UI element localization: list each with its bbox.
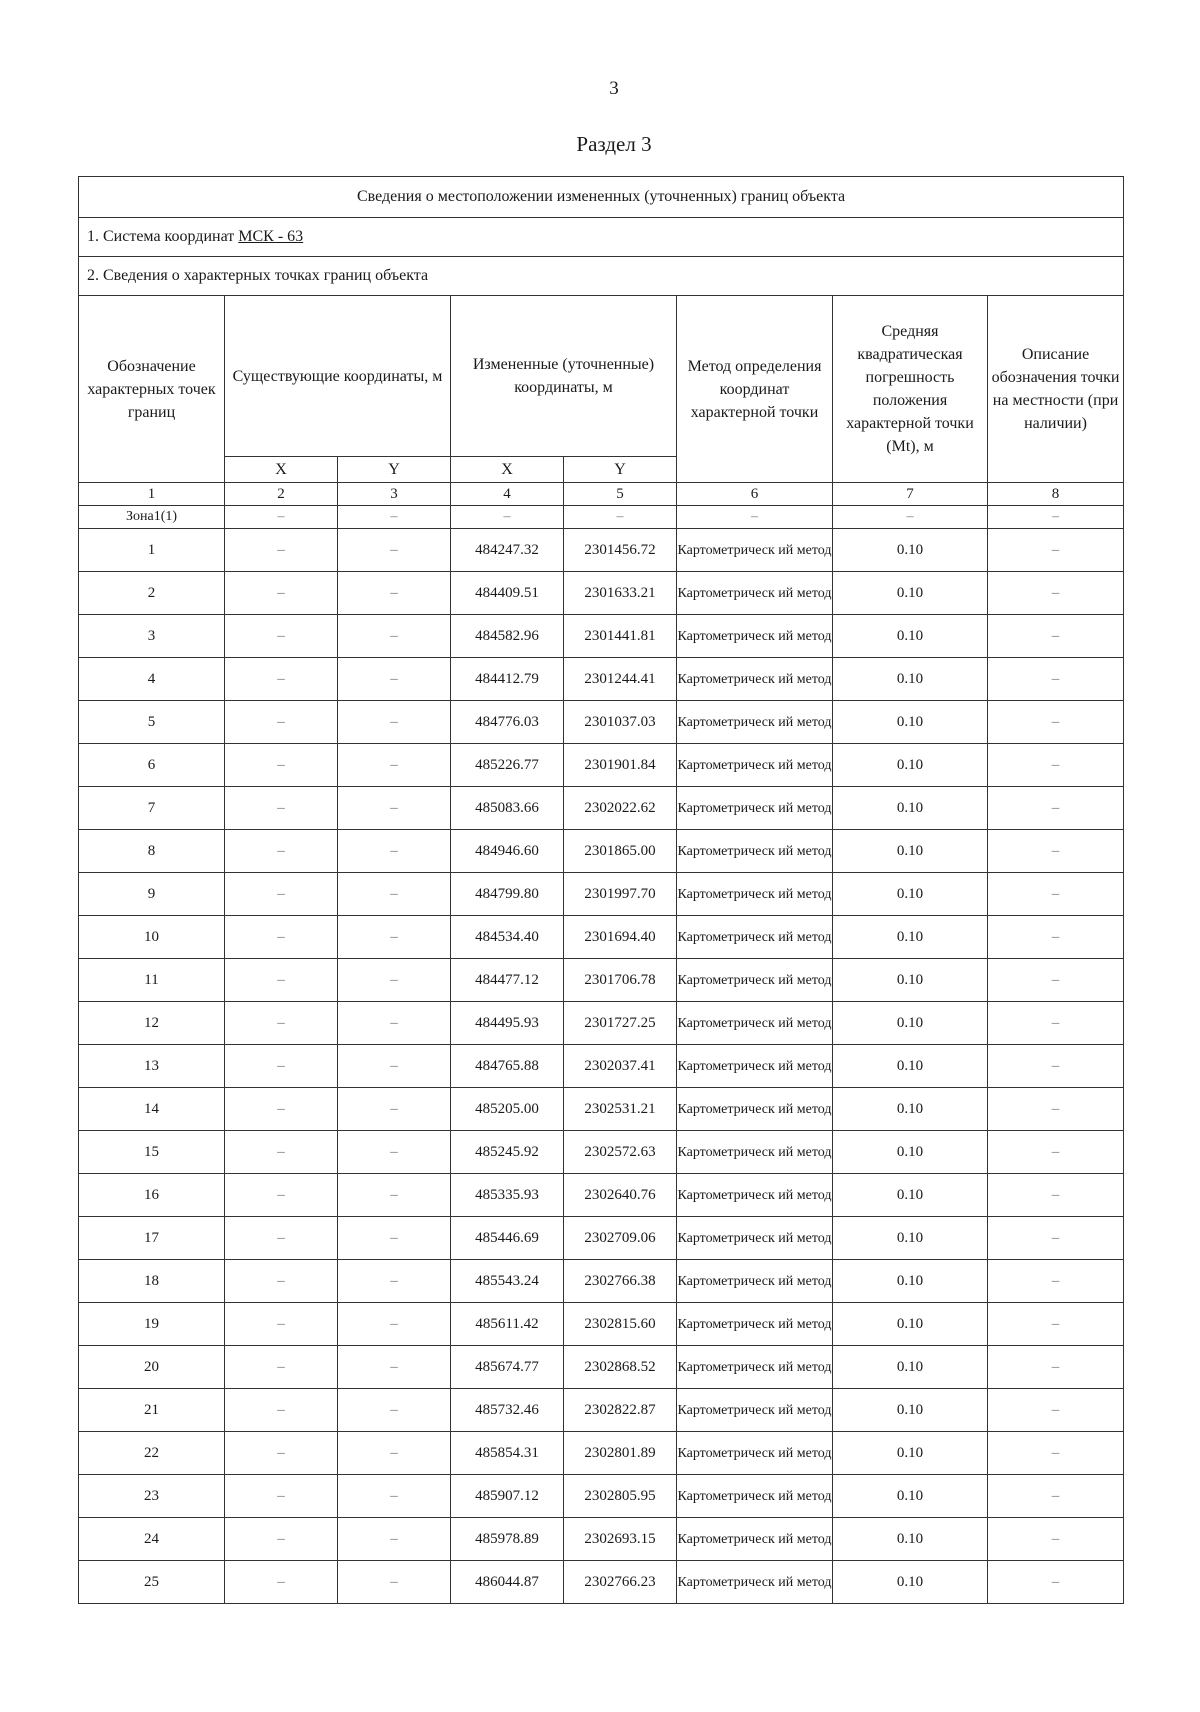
table-row xyxy=(79,1260,1124,1303)
existing-x-cell: – xyxy=(225,701,338,744)
existing-x-cell: – xyxy=(225,744,338,787)
point-number-cell: 1 xyxy=(79,529,225,572)
point-number-cell: 21 xyxy=(79,1389,225,1432)
existing-x-cell: – xyxy=(225,1389,338,1432)
zone-cell: – xyxy=(988,506,1124,529)
page-number: 3 xyxy=(609,78,619,99)
point-number-cell: 18 xyxy=(79,1260,225,1303)
points-info: 2. Сведения о характерных точках границ объекта xyxy=(79,257,1124,296)
table-row xyxy=(79,1174,1124,1217)
existing-y-cell: – xyxy=(338,1518,451,1561)
mean-error-cell: 0.10 xyxy=(833,1088,988,1131)
changed-y-cell: 2302572.63 xyxy=(564,1131,677,1174)
header-existing-coords: Существующие координаты, м xyxy=(225,296,451,457)
existing-x-cell: – xyxy=(225,572,338,615)
changed-x-cell: 484799.80 xyxy=(451,873,564,916)
changed-y-cell: 2301727.25 xyxy=(564,1002,677,1045)
changed-x-cell: 486044.87 xyxy=(451,1561,564,1604)
existing-x-cell: – xyxy=(225,959,338,1002)
method-cell: Картометрическ ий метод xyxy=(677,916,833,959)
method-cell: Картометрическ ий метод xyxy=(677,572,833,615)
point-number-cell: 12 xyxy=(79,1002,225,1045)
changed-y-cell: 2301244.41 xyxy=(564,658,677,701)
changed-x-cell: 484776.03 xyxy=(451,701,564,744)
header-changed-y: Y xyxy=(564,457,677,483)
existing-y-cell: – xyxy=(338,1045,451,1088)
description-cell: – xyxy=(988,873,1124,916)
changed-y-cell: 2302868.52 xyxy=(564,1346,677,1389)
column-number: 8 xyxy=(988,483,1124,506)
method-cell: Картометрическ ий метод xyxy=(677,1131,833,1174)
header-existing-x: X xyxy=(225,457,338,483)
changed-x-cell: 485732.46 xyxy=(451,1389,564,1432)
table-caption: Сведения о местоположении измененных (уточненных) границ объекта xyxy=(79,177,1124,218)
mean-error-cell: 0.10 xyxy=(833,916,988,959)
point-number-cell: 16 xyxy=(79,1174,225,1217)
changed-y-cell: 2302805.95 xyxy=(564,1475,677,1518)
table-row xyxy=(79,1475,1124,1518)
header-changed-coords: Измененные (уточненные) координаты, м xyxy=(451,296,677,457)
method-cell: Картометрическ ий метод xyxy=(677,701,833,744)
column-number: 4 xyxy=(451,483,564,506)
existing-x-cell: – xyxy=(225,830,338,873)
existing-y-cell: – xyxy=(338,1561,451,1604)
table-row xyxy=(79,959,1124,1002)
changed-y-cell: 2302766.23 xyxy=(564,1561,677,1604)
changed-y-cell: 2301865.00 xyxy=(564,830,677,873)
point-number-cell: 25 xyxy=(79,1561,225,1604)
changed-x-cell: 485226.77 xyxy=(451,744,564,787)
changed-x-cell: 484534.40 xyxy=(451,916,564,959)
method-cell: Картометрическ ий метод xyxy=(677,1174,833,1217)
changed-y-cell: 2301037.03 xyxy=(564,701,677,744)
mean-error-cell: 0.10 xyxy=(833,744,988,787)
existing-y-cell: – xyxy=(338,1088,451,1131)
table-row xyxy=(79,1002,1124,1045)
description-cell: – xyxy=(988,1217,1124,1260)
changed-y-cell: 2301633.21 xyxy=(564,572,677,615)
existing-x-cell: – xyxy=(225,1432,338,1475)
table-row xyxy=(79,572,1124,615)
description-cell: – xyxy=(988,1174,1124,1217)
existing-y-cell: – xyxy=(338,572,451,615)
method-cell: Картометрическ ий метод xyxy=(677,1260,833,1303)
description-cell: – xyxy=(988,1088,1124,1131)
header-changed-x: X xyxy=(451,457,564,483)
existing-y-cell: – xyxy=(338,701,451,744)
mean-error-cell: 0.10 xyxy=(833,1561,988,1604)
existing-x-cell: – xyxy=(225,916,338,959)
header-method: Метод определения координат характерной точки xyxy=(677,296,833,483)
changed-y-cell: 2302022.62 xyxy=(564,787,677,830)
existing-y-cell: – xyxy=(338,873,451,916)
zone-cell: – xyxy=(451,506,564,529)
mean-error-cell: 0.10 xyxy=(833,701,988,744)
existing-y-cell: – xyxy=(338,1217,451,1260)
method-cell: Картометрическ ий метод xyxy=(677,1217,833,1260)
table-row xyxy=(79,873,1124,916)
table-row xyxy=(79,830,1124,873)
zone-cell: – xyxy=(338,506,451,529)
method-cell: Картометрическ ий метод xyxy=(677,529,833,572)
point-number-cell: 9 xyxy=(79,873,225,916)
point-number-cell: 22 xyxy=(79,1432,225,1475)
coord-system-cell xyxy=(79,218,1124,257)
zone-cell: – xyxy=(564,506,677,529)
existing-y-cell: – xyxy=(338,1174,451,1217)
existing-x-cell: – xyxy=(225,1561,338,1604)
changed-y-cell: 2302640.76 xyxy=(564,1174,677,1217)
mean-error-cell: 0.10 xyxy=(833,1303,988,1346)
column-number: 6 xyxy=(677,483,833,506)
table-row xyxy=(79,1217,1124,1260)
description-cell: – xyxy=(988,1561,1124,1604)
changed-x-cell: 485907.12 xyxy=(451,1475,564,1518)
mean-error-cell: 0.10 xyxy=(833,1518,988,1561)
changed-y-cell: 2301901.84 xyxy=(564,744,677,787)
point-number-cell: 2 xyxy=(79,572,225,615)
mean-error-cell: 0.10 xyxy=(833,1346,988,1389)
method-cell: Картометрическ ий метод xyxy=(677,1303,833,1346)
existing-y-cell: – xyxy=(338,830,451,873)
description-cell: – xyxy=(988,529,1124,572)
method-cell: Картометрическ ий метод xyxy=(677,1432,833,1475)
zone-row xyxy=(79,506,1124,529)
point-number-cell: 4 xyxy=(79,658,225,701)
description-cell: – xyxy=(988,701,1124,744)
mean-error-cell: 0.10 xyxy=(833,1045,988,1088)
changed-x-cell: 485543.24 xyxy=(451,1260,564,1303)
description-cell: – xyxy=(988,1045,1124,1088)
changed-x-cell: 484409.51 xyxy=(451,572,564,615)
column-number: 1 xyxy=(79,483,225,506)
existing-x-cell: – xyxy=(225,1002,338,1045)
column-number: 3 xyxy=(338,483,451,506)
changed-y-cell: 2301441.81 xyxy=(564,615,677,658)
existing-x-cell: – xyxy=(225,615,338,658)
table-row xyxy=(79,1561,1124,1604)
method-cell: Картометрическ ий метод xyxy=(677,1518,833,1561)
changed-y-cell: 2302531.21 xyxy=(564,1088,677,1131)
changed-x-cell: 485335.93 xyxy=(451,1174,564,1217)
mean-error-cell: 0.10 xyxy=(833,830,988,873)
changed-y-cell: 2302801.89 xyxy=(564,1432,677,1475)
existing-x-cell: – xyxy=(225,1217,338,1260)
description-cell: – xyxy=(988,787,1124,830)
changed-x-cell: 484765.88 xyxy=(451,1045,564,1088)
table-row xyxy=(79,1518,1124,1561)
point-number-cell: 17 xyxy=(79,1217,225,1260)
mean-error-cell: 0.10 xyxy=(833,529,988,572)
existing-y-cell: – xyxy=(338,1389,451,1432)
mean-error-cell: 0.10 xyxy=(833,1217,988,1260)
column-number: 2 xyxy=(225,483,338,506)
method-cell: Картометрическ ий метод xyxy=(677,1561,833,1604)
mean-error-cell: 0.10 xyxy=(833,1432,988,1475)
table-row xyxy=(79,1131,1124,1174)
method-cell: Картометрическ ий метод xyxy=(677,1346,833,1389)
description-cell: – xyxy=(988,658,1124,701)
existing-x-cell: – xyxy=(225,1260,338,1303)
description-cell: – xyxy=(988,744,1124,787)
changed-y-cell: 2302037.41 xyxy=(564,1045,677,1088)
mean-error-cell: 0.10 xyxy=(833,1002,988,1045)
description-cell: – xyxy=(988,1260,1124,1303)
coord-system-label: 1. Система координат xyxy=(87,228,235,245)
boundary-points-table xyxy=(78,176,1124,1604)
existing-y-cell: – xyxy=(338,744,451,787)
existing-y-cell: – xyxy=(338,959,451,1002)
method-cell: Картометрическ ий метод xyxy=(677,1045,833,1088)
point-number-cell: 23 xyxy=(79,1475,225,1518)
existing-x-cell: – xyxy=(225,1088,338,1131)
changed-y-cell: 2301997.70 xyxy=(564,873,677,916)
table-row xyxy=(79,701,1124,744)
table-row xyxy=(79,529,1124,572)
description-cell: – xyxy=(988,1346,1124,1389)
table-row xyxy=(79,1045,1124,1088)
column-numbers-row xyxy=(79,483,1124,506)
table-row xyxy=(79,658,1124,701)
existing-x-cell: – xyxy=(225,529,338,572)
existing-x-cell: – xyxy=(225,1518,338,1561)
changed-x-cell: 484495.93 xyxy=(451,1002,564,1045)
existing-y-cell: – xyxy=(338,1432,451,1475)
existing-x-cell: – xyxy=(225,658,338,701)
existing-y-cell: – xyxy=(338,1346,451,1389)
description-cell: – xyxy=(988,959,1124,1002)
description-cell: – xyxy=(988,1432,1124,1475)
table-row xyxy=(79,916,1124,959)
method-cell: Картометрическ ий метод xyxy=(677,1475,833,1518)
changed-x-cell: 485674.77 xyxy=(451,1346,564,1389)
existing-y-cell: – xyxy=(338,1260,451,1303)
existing-y-cell: – xyxy=(338,1131,451,1174)
existing-y-cell: – xyxy=(338,529,451,572)
description-cell: – xyxy=(988,1389,1124,1432)
method-cell: Картометрическ ий метод xyxy=(677,658,833,701)
changed-x-cell: 485611.42 xyxy=(451,1303,564,1346)
existing-x-cell: – xyxy=(225,1346,338,1389)
existing-y-cell: – xyxy=(338,1303,451,1346)
mean-error-cell: 0.10 xyxy=(833,873,988,916)
changed-x-cell: 485245.92 xyxy=(451,1131,564,1174)
point-number-cell: 13 xyxy=(79,1045,225,1088)
zone-label: Зона1(1) xyxy=(79,506,225,529)
changed-y-cell: 2301694.40 xyxy=(564,916,677,959)
changed-y-cell: 2301706.78 xyxy=(564,959,677,1002)
method-cell: Картометрическ ий метод xyxy=(677,1088,833,1131)
changed-x-cell: 484946.60 xyxy=(451,830,564,873)
point-number-cell: 8 xyxy=(79,830,225,873)
changed-x-cell: 485446.69 xyxy=(451,1217,564,1260)
mean-error-cell: 0.10 xyxy=(833,1389,988,1432)
existing-x-cell: – xyxy=(225,1131,338,1174)
point-number-cell: 15 xyxy=(79,1131,225,1174)
description-cell: – xyxy=(988,916,1124,959)
existing-y-cell: – xyxy=(338,658,451,701)
method-cell: Картометрическ ий метод xyxy=(677,787,833,830)
mean-error-cell: 0.10 xyxy=(833,1131,988,1174)
changed-x-cell: 484582.96 xyxy=(451,615,564,658)
changed-x-cell: 485978.89 xyxy=(451,1518,564,1561)
point-number-cell: 19 xyxy=(79,1303,225,1346)
table-row xyxy=(79,787,1124,830)
method-cell: Картометрическ ий метод xyxy=(677,873,833,916)
zone-cell: – xyxy=(677,506,833,529)
point-number-cell: 11 xyxy=(79,959,225,1002)
mean-error-cell: 0.10 xyxy=(833,959,988,1002)
description-cell: – xyxy=(988,615,1124,658)
zone-cell: – xyxy=(225,506,338,529)
point-number-cell: 20 xyxy=(79,1346,225,1389)
existing-x-cell: – xyxy=(225,873,338,916)
column-number: 5 xyxy=(564,483,677,506)
table-row xyxy=(79,1088,1124,1131)
description-cell: – xyxy=(988,1131,1124,1174)
changed-y-cell: 2302766.38 xyxy=(564,1260,677,1303)
existing-x-cell: – xyxy=(225,1303,338,1346)
changed-y-cell: 2302709.06 xyxy=(564,1217,677,1260)
method-cell: Картометрическ ий метод xyxy=(677,744,833,787)
table-row xyxy=(79,615,1124,658)
description-cell: – xyxy=(988,1475,1124,1518)
existing-x-cell: – xyxy=(225,787,338,830)
changed-x-cell: 484477.12 xyxy=(451,959,564,1002)
existing-y-cell: – xyxy=(338,1475,451,1518)
point-number-cell: 3 xyxy=(79,615,225,658)
mean-error-cell: 0.10 xyxy=(833,1475,988,1518)
method-cell: Картометрическ ий метод xyxy=(677,830,833,873)
existing-y-cell: – xyxy=(338,1002,451,1045)
changed-x-cell: 485083.66 xyxy=(451,787,564,830)
zone-cell: – xyxy=(833,506,988,529)
mean-error-cell: 0.10 xyxy=(833,1174,988,1217)
table-row xyxy=(79,1346,1124,1389)
point-number-cell: 6 xyxy=(79,744,225,787)
mean-error-cell: 0.10 xyxy=(833,615,988,658)
mean-error-cell: 0.10 xyxy=(833,572,988,615)
mean-error-cell: 0.10 xyxy=(833,1260,988,1303)
existing-x-cell: – xyxy=(225,1045,338,1088)
section-title: Раздел 3 xyxy=(576,132,652,156)
method-cell: Картометрическ ий метод xyxy=(677,615,833,658)
changed-x-cell: 485854.31 xyxy=(451,1432,564,1475)
existing-y-cell: – xyxy=(338,615,451,658)
description-cell: – xyxy=(988,830,1124,873)
mean-error-cell: 0.10 xyxy=(833,787,988,830)
method-cell: Картометрическ ий метод xyxy=(677,959,833,1002)
column-number: 7 xyxy=(833,483,988,506)
table-row xyxy=(79,1303,1124,1346)
existing-y-cell: – xyxy=(338,916,451,959)
point-number-cell: 5 xyxy=(79,701,225,744)
method-cell: Картометрическ ий метод xyxy=(677,1389,833,1432)
description-cell: – xyxy=(988,1518,1124,1561)
changed-y-cell: 2302822.87 xyxy=(564,1389,677,1432)
description-cell: – xyxy=(988,1303,1124,1346)
existing-y-cell: – xyxy=(338,787,451,830)
changed-y-cell: 2302693.15 xyxy=(564,1518,677,1561)
header-point-designation: Обозначение характерных точек границ xyxy=(79,296,225,483)
changed-x-cell: 484247.32 xyxy=(451,529,564,572)
changed-y-cell: 2301456.72 xyxy=(564,529,677,572)
method-cell: Картометрическ ий метод xyxy=(677,1002,833,1045)
changed-x-cell: 485205.00 xyxy=(451,1088,564,1131)
header-description: Описание обозначения точки на местности (при наличии) xyxy=(988,296,1124,483)
header-existing-y: Y xyxy=(338,457,451,483)
existing-x-cell: – xyxy=(225,1475,338,1518)
table-row xyxy=(79,1432,1124,1475)
description-cell: – xyxy=(988,572,1124,615)
mean-error-cell: 0.10 xyxy=(833,658,988,701)
changed-y-cell: 2302815.60 xyxy=(564,1303,677,1346)
table-row xyxy=(79,744,1124,787)
point-number-cell: 14 xyxy=(79,1088,225,1131)
coord-system-value: МСК - 63 xyxy=(238,228,304,245)
point-number-cell: 7 xyxy=(79,787,225,830)
point-number-cell: 10 xyxy=(79,916,225,959)
header-mean-error: Средняя квадратическая погрешность положения характерной точки (Mt), м xyxy=(833,296,988,483)
description-cell: – xyxy=(988,1002,1124,1045)
existing-x-cell: – xyxy=(225,1174,338,1217)
table-row xyxy=(79,1389,1124,1432)
point-number-cell: 24 xyxy=(79,1518,225,1561)
changed-x-cell: 484412.79 xyxy=(451,658,564,701)
